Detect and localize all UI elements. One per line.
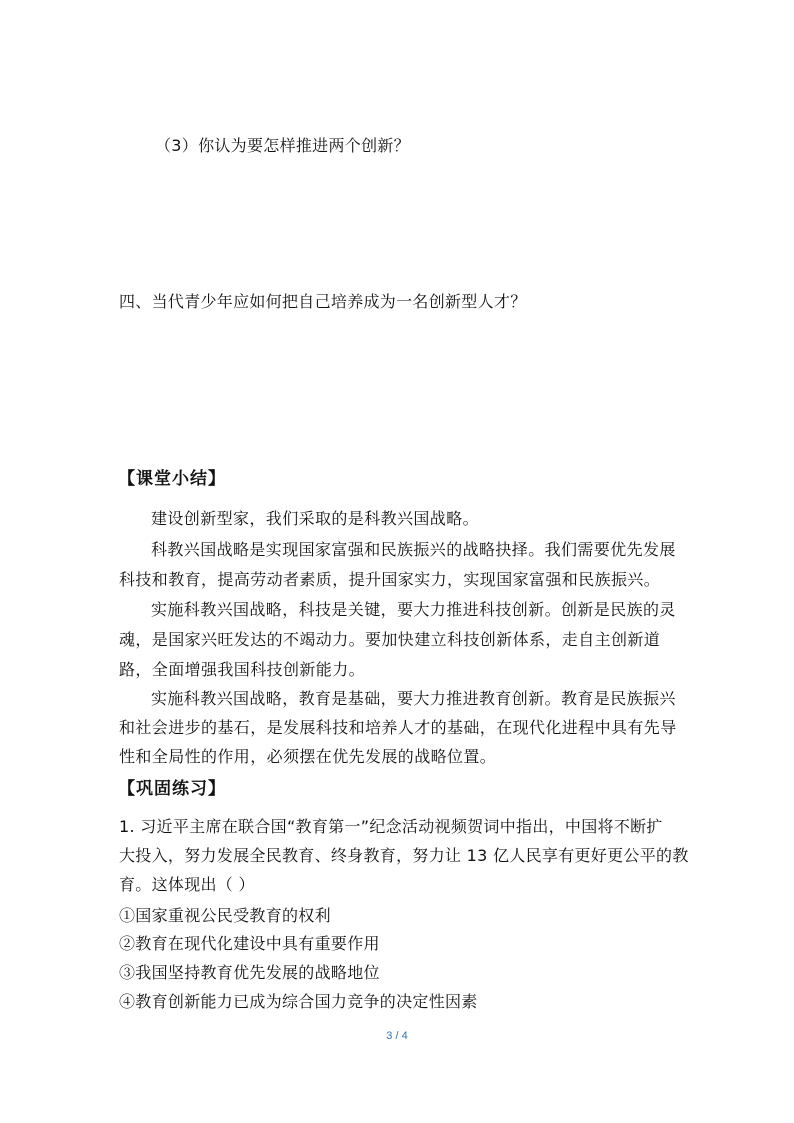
summary-line: 科教兴国战略是实现国家富强和民族振兴的战略抉择。我们需要优先发展: [151, 540, 676, 559]
option-4: ④教育创新能力已成为综合国力竞争的决定性因素: [119, 992, 478, 1011]
practice-question-line: 大投入，努力发展全民教育、终身教育，努力让 13 亿人民享有更好更公平的教: [119, 846, 689, 865]
option-2: ②教育在现代化建设中具有重要作用: [119, 934, 380, 953]
summary-heading: 【课堂小结】: [118, 469, 226, 489]
summary-line: 实施科教兴国战略，科技是关键，要大力推进科技创新。创新是民族的灵: [151, 600, 676, 619]
option-1: ①国家重视公民受教育的权利: [119, 906, 331, 925]
practice-question-line: 1. 习近平主席在联合国“教育第一”纪念活动视频贺词中指出，中国将不断扩: [119, 817, 663, 836]
summary-line: 建设创新型家，我们采取的是科教兴国战略。: [151, 509, 480, 528]
summary-line: 科技和教育，提高劳动者素质，提升国家实力，实现国家富强和民族振兴。: [119, 570, 661, 589]
practice-heading: 【巩固练习】: [118, 779, 226, 799]
section-4-question: 四、当代青少年应如何把自己培养成为一名创新型人才？: [119, 292, 527, 311]
summary-line: 和社会进步的基石，是发展科技和培养人才的基础，在现代化进程中具有先导: [119, 718, 677, 737]
summary-line: 性和全局性的作用，必须摆在优先发展的战略位置。: [119, 747, 497, 766]
option-3: ③我国坚持教育优先发展的战略地位: [119, 963, 380, 982]
page-number: 3 / 4: [386, 1030, 408, 1042]
question-3: （3）你认为要怎样推进两个创新？: [155, 136, 410, 155]
summary-line: 路，全面增强我国科技创新能力。: [119, 660, 366, 679]
summary-line: 实施科教兴国战略，教育是基础，要大力推进教育创新。教育是民族振兴: [151, 689, 676, 708]
summary-line: 魂，是国家兴旺发达的不竭动力。要加快建立科技创新体系，走自主创新道: [119, 630, 661, 649]
practice-question-line: 育。这体现出（ ）: [119, 875, 255, 894]
